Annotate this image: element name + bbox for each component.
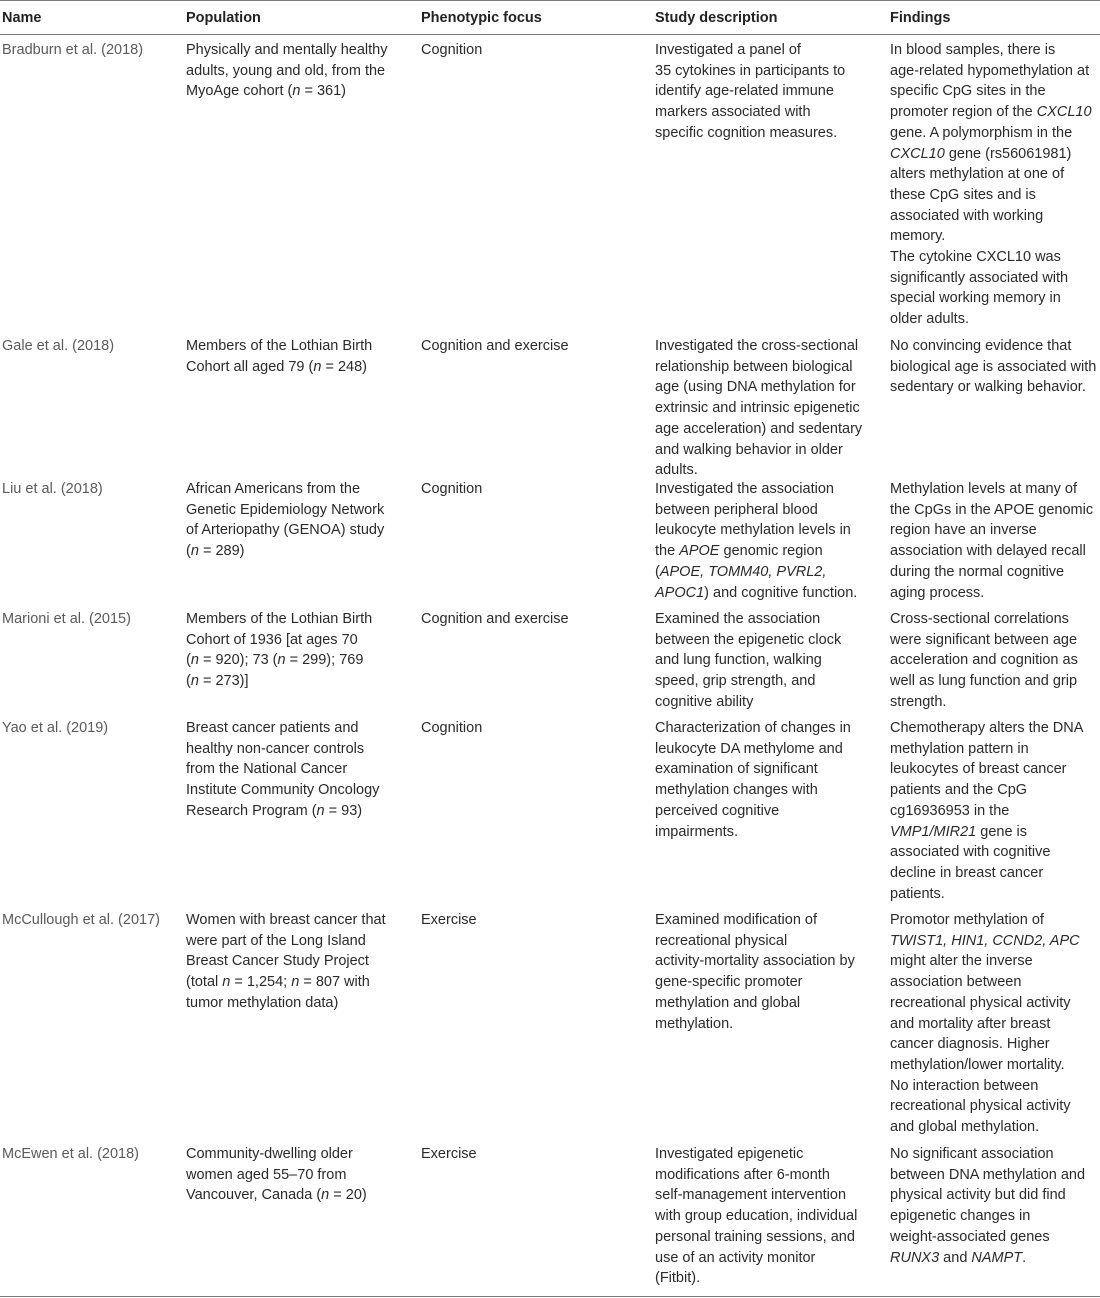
cell-line: women aged 55–70 from	[186, 1166, 347, 1183]
cell-line: Investigated the association	[655, 481, 834, 497]
cell-findings	[890, 479, 1100, 603]
cell-line: Yao et al. (2019)	[2, 720, 109, 736]
cell-line: Cognition	[421, 42, 483, 58]
cell-findings	[890, 1144, 1100, 1268]
cell-line: RUNX3 and NAMPT.	[890, 1249, 1027, 1266]
cell-line: age acceleration) and sedentary	[655, 420, 863, 437]
cell-line: strength.	[890, 693, 947, 710]
cell-line: No interaction between	[890, 1077, 1039, 1094]
cell-line: Examined modification of	[655, 912, 817, 928]
cell-line: patients.	[890, 885, 945, 902]
cell-line: Cognition	[421, 481, 483, 497]
cell-study-description	[655, 479, 883, 603]
cell-line: decline in breast cancer	[890, 864, 1044, 881]
cell-line: Research Program (n = 93)	[186, 802, 363, 819]
cell-line: methylation/lower mortality.	[890, 1056, 1065, 1073]
cell-line: might alter the inverse	[890, 953, 1033, 970]
cell-line: McEwen et al. (2018)	[2, 1146, 140, 1162]
cell-line: Exercise	[421, 1146, 477, 1162]
cell-line: during the normal cognitive	[890, 563, 1065, 580]
cell-line: physical activity but did find	[890, 1187, 1066, 1204]
cell-line: Vancouver, Canada (n = 20)	[186, 1187, 367, 1204]
cell-line: Investigated a panel of	[655, 42, 801, 58]
header-phenotypic-focus: Phenotypic focus	[421, 10, 542, 26]
cell-line: were part of the Long Island	[186, 932, 366, 949]
cell-line: of Arteriopathy (GENOA) study	[186, 522, 385, 539]
cell-line: adults, young and old, from the	[186, 62, 386, 79]
cell-line: adults.	[655, 462, 698, 479]
cell-line: Investigated epigenetic	[655, 1146, 804, 1162]
cell-line: markers associated with	[655, 104, 811, 121]
cell-line: sedentary or walking behavior.	[890, 379, 1086, 396]
cell-line: modifications after 6-month	[655, 1166, 830, 1183]
cell-population	[186, 1144, 411, 1206]
cell-line: between DNA methylation and	[890, 1166, 1086, 1183]
cell-phenotypic-focus	[421, 1144, 646, 1165]
cell-name	[2, 718, 180, 739]
cell-line: gene. A polymorphism in the	[890, 124, 1073, 141]
header-study-description: Study description	[655, 10, 778, 26]
cell-study-description	[655, 1144, 883, 1289]
cell-line: Physically and mentally healthy	[186, 42, 388, 58]
cell-line: self-management intervention	[655, 1187, 847, 1204]
table-bottom-rule	[0, 1296, 1100, 1297]
cell-line: Institute Community Oncology	[186, 782, 380, 799]
cell-phenotypic-focus	[421, 609, 646, 630]
cell-line: association between	[890, 974, 1022, 991]
cell-line: Exercise	[421, 912, 477, 928]
cell-line: Women with breast cancer that	[186, 912, 386, 928]
cell-line: relationship between biological	[655, 358, 853, 375]
cell-line: older adults.	[890, 311, 969, 328]
cell-line: methylation.	[655, 1015, 734, 1032]
cell-line: from the National Cancer	[186, 761, 348, 778]
cell-line: No significant association	[890, 1146, 1054, 1162]
header-rule	[0, 34, 1100, 35]
cell-study-description	[655, 910, 883, 1034]
cell-line: significantly associated with	[890, 269, 1069, 286]
cell-name	[2, 1144, 180, 1165]
cell-name	[2, 336, 180, 357]
cell-line: memory.	[890, 228, 946, 245]
cell-line: Chemotherapy alters the DNA	[890, 720, 1084, 736]
cell-line: Examined the association	[655, 611, 821, 627]
cell-line: leukocyte DA methylome and	[655, 740, 843, 757]
cell-population	[186, 910, 411, 1014]
cell-line: weight-associated genes	[890, 1228, 1050, 1245]
cell-line: specific CpG sites in the	[890, 83, 1046, 100]
cell-study-description	[655, 718, 883, 842]
cell-line: region have an inverse	[890, 522, 1037, 539]
cell-line: speed, grip strength, and	[655, 673, 816, 690]
cell-phenotypic-focus	[421, 910, 646, 931]
cell-line: methylation changes with	[655, 782, 818, 799]
cell-line: use of an activity monitor	[655, 1249, 816, 1266]
cell-line: Cohort all aged 79 (n = 248)	[186, 358, 367, 375]
cell-study-description	[655, 336, 883, 481]
cell-line: Members of the Lothian Birth	[186, 338, 373, 354]
cell-findings	[890, 336, 1100, 398]
cell-line: special working memory in	[890, 290, 1061, 307]
header-name: Name	[2, 10, 42, 26]
cell-line: cg16936953 in the	[890, 802, 1010, 819]
cell-line: healthy non-cancer controls	[186, 740, 365, 757]
cell-line: epigenetic changes in	[890, 1208, 1031, 1225]
cell-line: personal training sessions, and	[655, 1228, 855, 1245]
cell-line: cognitive ability	[655, 693, 754, 710]
cell-population	[186, 718, 411, 822]
cell-line: Investigated the cross-sectional	[655, 338, 859, 354]
cell-phenotypic-focus	[421, 336, 646, 357]
cell-population	[186, 479, 411, 562]
cell-line: methylation and global	[655, 994, 801, 1011]
cell-line: (total n = 1,254; n = 807 with	[186, 974, 370, 991]
cell-line: Promotor methylation of	[890, 912, 1044, 928]
cell-line: Genetic Epidemiology Network	[186, 501, 385, 518]
cell-line: Community-dwelling older	[186, 1146, 353, 1162]
cell-line: aging process.	[890, 584, 985, 601]
cell-line: specific cognition measures.	[655, 124, 838, 141]
cell-line: Cross-sectional correlations	[890, 611, 1069, 627]
cell-line: Members of the Lothian Birth	[186, 611, 373, 627]
cell-line: well as lung function and grip	[890, 673, 1078, 690]
cell-line: Breast Cancer Study Project	[186, 953, 369, 970]
cell-line: and global methylation.	[890, 1119, 1040, 1136]
cell-line: examination of significant	[655, 761, 818, 778]
cell-study-description	[655, 40, 883, 144]
cell-line: the CpGs in the APOE genomic	[890, 501, 1094, 518]
cell-findings	[890, 718, 1100, 904]
cell-line: association with delayed recall	[890, 543, 1086, 560]
cell-line: The cytokine CXCL10 was	[890, 249, 1061, 266]
cell-line: and mortality after breast	[890, 1015, 1051, 1032]
cell-line: (n = 289)	[186, 543, 245, 560]
cell-line: and lung function, walking	[655, 652, 822, 669]
cell-line: leukocytes of breast cancer	[890, 761, 1067, 778]
cell-line: No convincing evidence that	[890, 338, 1072, 354]
cell-line: APOC1) and cognitive function.	[655, 584, 858, 601]
cell-line: recreational physical	[655, 932, 788, 949]
cell-line: leukocyte methylation levels in	[655, 522, 851, 539]
cell-name	[2, 40, 180, 61]
cell-line: Cognition	[421, 720, 483, 736]
cell-line: between the epigenetic clock	[655, 631, 842, 648]
cell-findings	[890, 40, 1100, 330]
cell-line: MyoAge cohort (n = 361)	[186, 83, 347, 100]
cell-line: gene-specific promoter	[655, 974, 803, 991]
cell-line: Bradburn et al. (2018)	[2, 42, 144, 58]
cell-line: patients and the CpG	[890, 782, 1028, 799]
cell-line: McCullough et al. (2017)	[2, 912, 160, 928]
table-top-rule	[0, 0, 1100, 1]
cell-line: the APOE genomic region	[655, 543, 823, 560]
cell-line: associated with working	[890, 207, 1044, 224]
cell-line: and walking behavior in older	[655, 441, 843, 458]
cell-phenotypic-focus	[421, 718, 646, 739]
cell-study-description	[655, 609, 883, 713]
cell-name	[2, 479, 180, 500]
cell-line: extrinsic and intrinsic epigenetic	[655, 400, 860, 417]
cell-line: African Americans from the	[186, 481, 361, 497]
cell-findings	[890, 910, 1100, 1138]
cell-line: Characterization of changes in	[655, 720, 851, 736]
cell-line: Cognition and exercise	[421, 338, 569, 354]
cell-population	[186, 40, 411, 102]
cell-line: tumor methylation data)	[186, 994, 339, 1011]
cell-line: In blood samples, there is	[890, 42, 1056, 58]
cell-line: between peripheral blood	[655, 501, 818, 518]
cell-line: Liu et al. (2018)	[2, 481, 103, 497]
cell-population	[186, 336, 411, 377]
cell-line: TWIST1, HIN1, CCND2, APC	[890, 932, 1080, 949]
cell-line: Breast cancer patients and	[186, 720, 359, 736]
cell-line: (Fitbit).	[655, 1270, 701, 1287]
cell-line: methylation pattern in	[890, 740, 1029, 757]
cell-line: were significant between age	[890, 631, 1078, 648]
cell-line: Cognition and exercise	[421, 611, 569, 627]
cell-line: (APOE, TOMM40, PVRL2,	[655, 563, 827, 580]
cell-line: impairments.	[655, 823, 738, 840]
cell-line: recreational physical activity	[890, 994, 1071, 1011]
header-findings: Findings	[890, 10, 951, 26]
cell-line: cancer diagnosis. Higher	[890, 1036, 1050, 1053]
cell-name	[2, 910, 180, 931]
cell-line: 35 cytokines in participants to	[655, 62, 846, 79]
cell-line: recreational physical activity	[890, 1098, 1071, 1115]
cell-line: activity-mortality association by	[655, 953, 855, 970]
cell-line: Gale et al. (2018)	[2, 338, 115, 354]
cell-line: identify age-related immune	[655, 83, 834, 100]
header-population: Population	[186, 10, 261, 26]
cell-line: associated with cognitive	[890, 844, 1051, 861]
cell-phenotypic-focus	[421, 479, 646, 500]
cell-line: Methylation levels at many of	[890, 481, 1077, 497]
cell-name	[2, 609, 180, 630]
cell-line: Marioni et al. (2015)	[2, 611, 131, 627]
cell-line: promoter region of the CXCL10	[890, 104, 1092, 121]
cell-line: with group education, individual	[655, 1208, 858, 1225]
cell-line: biological age is associated with	[890, 358, 1097, 375]
cell-population	[186, 609, 411, 692]
cell-line: these CpG sites and is	[890, 186, 1036, 203]
cell-line: age (using DNA methylation for	[655, 379, 856, 396]
cell-findings	[890, 609, 1100, 713]
cell-line: perceived cognitive	[655, 802, 780, 819]
cell-line: (n = 920); 73 (n = 299); 769	[186, 652, 364, 669]
cell-line: acceleration and cognition as	[890, 652, 1078, 669]
cell-line: CXCL10 gene (rs56061981)	[890, 145, 1072, 162]
cell-line: VMP1/MIR21 gene is	[890, 823, 1028, 840]
cell-line: Cohort of 1936 [at ages 70	[186, 631, 358, 648]
cell-line: alters methylation at one of	[890, 166, 1065, 183]
cell-phenotypic-focus	[421, 40, 646, 61]
cell-line: age-related hypomethylation at	[890, 62, 1090, 79]
cell-line: (n = 273)]	[186, 673, 249, 690]
